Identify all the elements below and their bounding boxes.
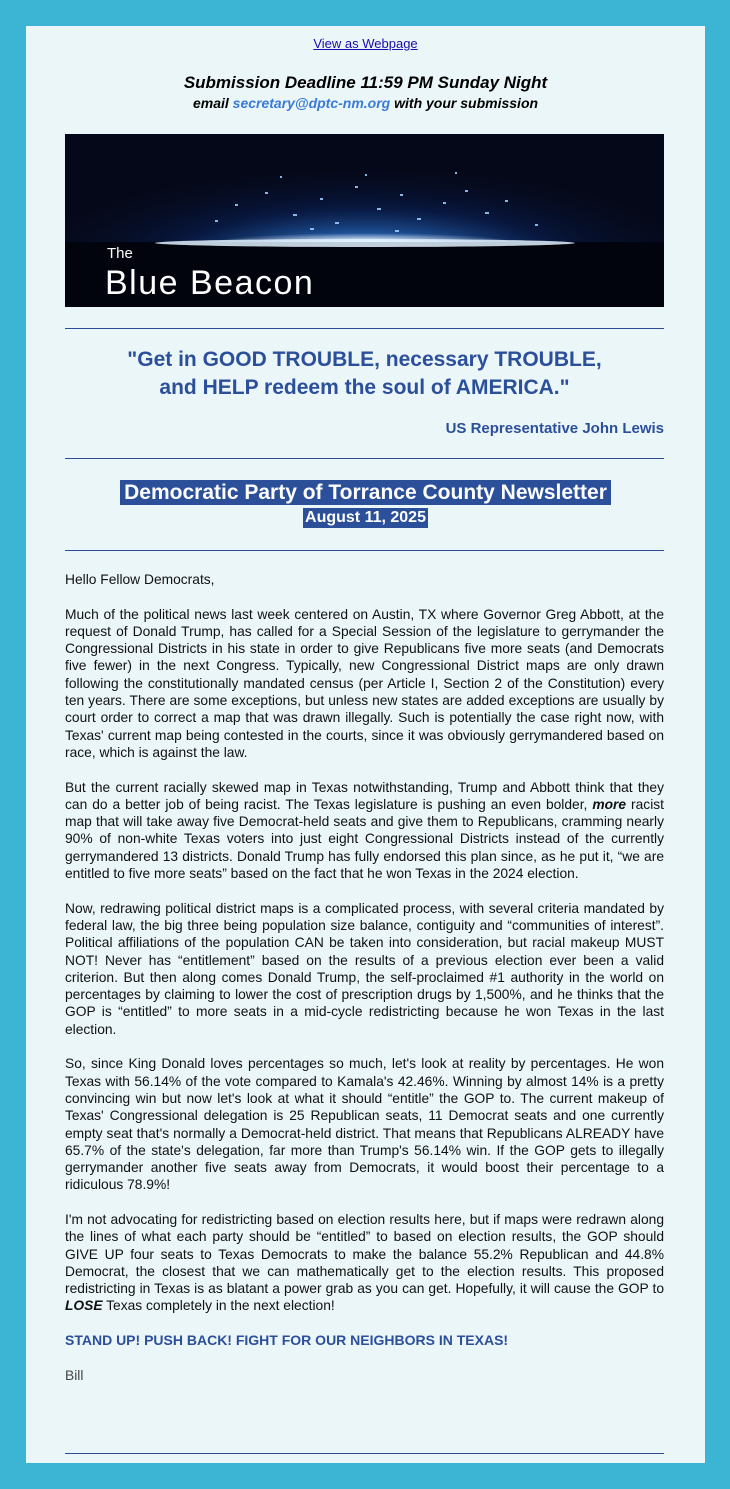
submission-deadline: Submission Deadline 11:59 PM Sunday Night: [183, 73, 548, 92]
john-lewis-quote: [65, 346, 664, 402]
newsletter-date: August 11, 2025: [305, 509, 426, 526]
banner-graphic: [65, 134, 664, 307]
divider: [65, 328, 664, 329]
paragraph-2-b: racist map that will take away five Democrat-held seats and give them to Republicans, cramming nearly 90% of non-white Texas voters into just eight Congressional Districts instead of the currently gerrymandered 13 districts. Donald Trump has fully endorsed this plan since, as he put it, “we are entitled to five more seats” based on the fact that he won Texas in the 2024 election.: [65, 796, 665, 882]
divider: [65, 1453, 664, 1454]
paragraph-4: So, since King Donald loves percentages so much, let's look at reality by percentages. He won Texas with 56.14% of the vote compared to Kamala's 42.46%. Winning by almost 14% is a pretty convincing win but now let's look at what it should “entitle” the GOP to. The current makeup of Texas' Congressional delegation is 25 Republican seats, 11 Democrat seats and one currently empty seat that's normally a Democrat-held district. That means that Republicans ALREADY have 65.7% of the state's delegation, far more than Trump's 56.14% win. If the GOP gets to illegally gerrymander another five seats away from Democrats, it would boost their percentage to a ridiculous 78.9%!: [65, 1056, 664, 1193]
newsletter-date-wrap: [26, 508, 705, 528]
newsletter-title: Democratic Party of Torrance County Newsletter: [120, 480, 611, 505]
email-prefix: email: [192, 95, 233, 111]
paragraph-2-a: But the current racially skewed map in Texas notwithstanding, Trump and Abbott think that they can do a better job of being racist. The Texas legislature is pushing an even bolder,: [65, 779, 664, 812]
paragraph-5: [65, 1211, 664, 1315]
paragraph-5-b: Texas completely in the next election!: [102, 1298, 335, 1314]
divider: [65, 458, 664, 459]
signature: Bill: [65, 1367, 84, 1383]
view-as-webpage-link[interactable]: View as Webpage: [313, 36, 418, 51]
newsletter-card: [26, 26, 705, 1463]
paragraph-1: Much of the political news last week centered on Austin, TX where Governor Greg Abbott, at the request of Donald Trump, has called for a Special Session of the legislature to gerrymander the Congressional Districts in his state in order to give Republicans five more seats (and Democrats five fewer) in the next Congress. Typically, new Congressional District maps are only drawn following the constitutionally mandated census (per Article I, Section 2 of the Constitution) every ten years. There are some exceptions, but unless new states are added exceptions are usually by court order to correct a map that was drawn illegally. Such is potentially the case right now, with Texas' current map being contested in the courts, since it was obviously gerrymandered based on race, which is against the law.: [65, 606, 664, 760]
banner-the-text: The: [107, 245, 133, 262]
paragraph-3: Now, redrawing political district maps is a complicated process, with several criteria mandated by federal law, the big three being population size balance, contiguity and “communities of interest”. Political affiliations of the population CAN be taken into consideration, but racial makeup MUST NOT! Never has “entitlement” based on the results of a previous election ever been a valid criterion. But then along comes Donald Trump, the self-proclaimed #1 authority in the world on percentages by claiming to lower the cost of prescription drugs by 1,500%, and he thinks that the GOP is “entitled” to more seats in a mid-cycle redistricting because he won Texas in the last election.: [65, 900, 664, 1037]
article-body: [65, 571, 664, 1401]
email-link[interactable]: secretary@dptc-nm.org: [232, 95, 391, 111]
paragraph-2: [65, 779, 664, 883]
greeting: Hello Fellow Democrats,: [65, 572, 215, 587]
quote-attribution: US Representative John Lewis: [445, 420, 664, 437]
paragraph-5-a: I'm not advocating for redistricting based on election results here, but if maps were redrawn along the lines of what each party should be “entitled” to based on election results, the GOP should GIVE UP four seats to Texas Democrats to make the balance 55.2% Republican and 44.8% Democrat, the closest that we can mathematically get to the election results. This proposed redistricting in Texas is as blatant a power grab as you can get. Hopefully, it will cause the GOP to: [65, 1211, 664, 1297]
email-suffix: with your submission: [390, 95, 539, 111]
newsletter-title-wrap: [26, 480, 705, 505]
quote-line-1: "Get in GOOD TROUBLE, necessary TROUBLE,: [127, 348, 602, 371]
paragraph-2-emphasis: more: [592, 796, 627, 812]
banner-title-text: Blue Beacon: [105, 264, 315, 302]
divider: [65, 550, 664, 551]
paragraph-5-emphasis: LOSE: [65, 1298, 103, 1314]
blue-beacon-banner: [65, 134, 664, 307]
call-to-action: STAND UP! PUSH BACK! FIGHT FOR OUR NEIGHBORS IN TEXAS!: [65, 1332, 509, 1349]
quote-line-2: and HELP redeem the soul of AMERICA.": [159, 376, 570, 399]
email-instructions: [26, 95, 705, 111]
